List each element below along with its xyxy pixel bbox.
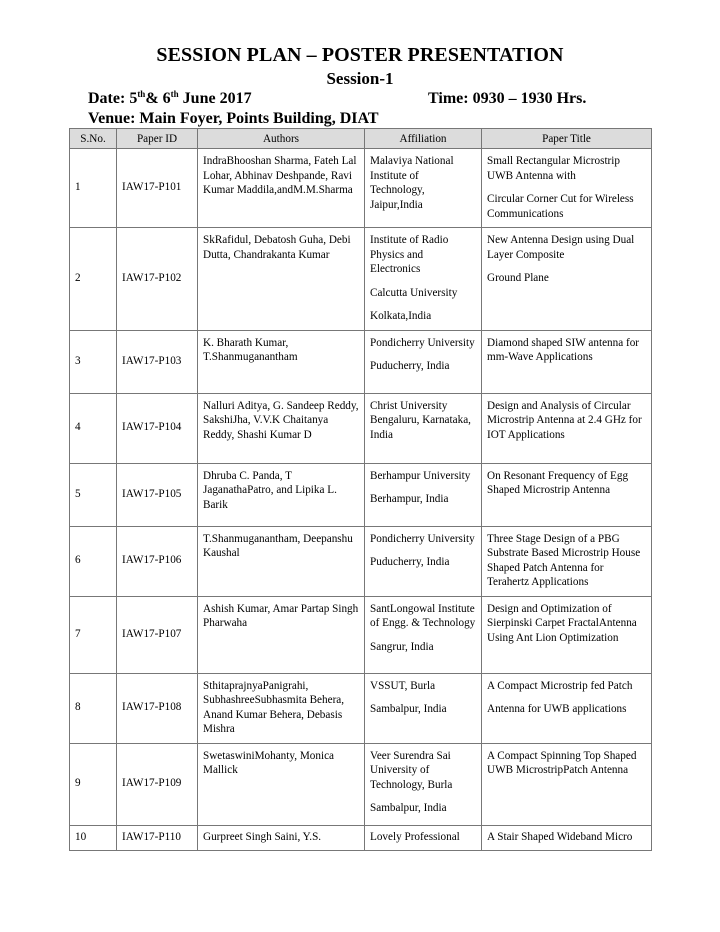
row-authors: Ashish Kumar, Amar Partap Singh Pharwaha — [198, 596, 365, 673]
title-line: Antenna for UWB applications — [487, 703, 627, 715]
row-paper-id: IAW17-P108 — [117, 673, 198, 743]
row-authors: SthitaprajnyaPanigrahi, SubhashreeSubhasmita Behera, Anand Kumar Behera, Debasis Mishra — [198, 673, 365, 743]
date-text: Date: 5 — [88, 90, 138, 107]
affiliation-line: Kolkata,India — [370, 310, 432, 322]
row-authors: K. Bharath Kumar, T.Shanmuganantham — [198, 330, 365, 393]
row-title — [482, 673, 652, 743]
table-row — [70, 743, 652, 825]
row-title: A Stair Shaped Wideband Micro — [482, 825, 652, 851]
table-row — [70, 596, 652, 673]
title-line: A Compact Microstrip fed Patch — [487, 679, 633, 692]
col-sno: S.No. — [70, 129, 117, 149]
row-sno: 10 — [70, 825, 117, 851]
row-title: Three Stage Design of a PBG Substrate Based Microstrip House Shaped Patch Antenna for Terahertz Applications — [482, 526, 652, 596]
title-line: Small Rectangular Microstrip UWB Antenna with — [487, 155, 620, 182]
session-heading: Session-1 — [326, 69, 394, 88]
table-row — [70, 825, 652, 851]
row-title — [482, 149, 652, 228]
row-authors: SwetaswiniMohanty, Monica Mallick — [198, 743, 365, 825]
affiliation-line: Berhampur University — [370, 469, 471, 482]
affiliation-line: Calcutta University — [370, 286, 458, 299]
table-row — [70, 149, 652, 228]
row-affiliation — [365, 743, 482, 825]
affiliation-line: Puducherry, India — [370, 360, 450, 372]
affiliation-line: VSSUT, Burla — [370, 679, 436, 692]
row-sno: 5 — [70, 463, 117, 526]
table-row — [70, 673, 652, 743]
row-paper-id: IAW17-P106 — [117, 526, 198, 596]
col-paper-title: Paper Title — [482, 129, 652, 149]
row-authors: T.Shanmuganantham, Deepanshu Kaushal — [198, 526, 365, 596]
affiliation-line: Institute of Radio Physics and Electronics — [370, 234, 449, 275]
col-authors: Authors — [198, 129, 365, 149]
row-affiliation — [365, 596, 482, 673]
row-paper-id: IAW17-P101 — [117, 149, 198, 228]
row-affiliation — [365, 673, 482, 743]
row-title — [482, 228, 652, 331]
row-paper-id: IAW17-P102 — [117, 228, 198, 331]
col-affiliation: Affiliation — [365, 129, 482, 149]
table-header-row — [70, 129, 652, 149]
row-affiliation — [365, 526, 482, 596]
row-authors: Nalluri Aditya, G. Sandeep Reddy, SakshiJha, V.V.K Chaitanya Reddy, Shashi Kumar D — [198, 393, 365, 463]
row-sno: 3 — [70, 330, 117, 393]
schedule-table — [69, 128, 652, 851]
table-row — [70, 526, 652, 596]
row-authors: SkRafidul, Debatosh Guha, Debi Dutta, Chandrakanta Kumar — [198, 228, 365, 331]
time-line: Time: 0930 – 1930 Hrs. — [428, 90, 587, 107]
row-sno: 8 — [70, 673, 117, 743]
venue-line: Venue: Main Foyer, Points Building, DIAT — [88, 110, 379, 127]
row-paper-id: IAW17-P103 — [117, 330, 198, 393]
row-sno: 7 — [70, 596, 117, 673]
row-title: Design and Optimization of Sierpinski Carpet FractalAntenna Using Ant Lion Optimization — [482, 596, 652, 673]
row-paper-id: IAW17-P110 — [117, 825, 198, 851]
title-line: Ground Plane — [487, 272, 549, 284]
row-paper-id: IAW17-P105 — [117, 463, 198, 526]
row-sno: 2 — [70, 228, 117, 331]
row-paper-id: IAW17-P104 — [117, 393, 198, 463]
affiliation-line: Pondicherry University — [370, 532, 475, 545]
date-mid: & 6 — [145, 90, 171, 107]
row-affiliation — [365, 149, 482, 228]
affiliation-line: Puducherry, India — [370, 556, 450, 568]
affiliation-line: Sangrur, India — [370, 640, 434, 653]
row-title: Design and Analysis of Circular Microstrip Antenna at 2.4 GHz for IOT Applications — [482, 393, 652, 463]
table-row — [70, 463, 652, 526]
row-affiliation: Christ University Bengaluru, Karnataka, India — [365, 393, 482, 463]
affiliation-line: Pondicherry University — [370, 336, 475, 349]
row-sno: 4 — [70, 393, 117, 463]
date-sup-2: th — [170, 89, 179, 99]
row-sno: 6 — [70, 526, 117, 596]
affiliation-line: Sambalpur, India — [370, 703, 447, 715]
row-affiliation — [365, 330, 482, 393]
row-sno: 1 — [70, 149, 117, 228]
table-row — [70, 330, 652, 393]
date-end: June 2017 — [178, 90, 252, 107]
row-paper-id: IAW17-P109 — [117, 743, 198, 825]
affiliation-line: Veer Surendra Sai University of Technology, Burla — [370, 749, 453, 791]
row-affiliation: Lovely Professional — [365, 825, 482, 851]
row-title: Diamond shaped SIW antenna for mm-Wave Applications — [482, 330, 652, 393]
date-sup-1: th — [137, 89, 146, 99]
row-paper-id: IAW17-P107 — [117, 596, 198, 673]
row-authors: Dhruba C. Panda, T JaganathaPatro, and Lipika L. Barik — [198, 463, 365, 526]
row-title: On Resonant Frequency of Egg Shaped Microstrip Antenna — [482, 463, 652, 526]
table-row — [70, 393, 652, 463]
date-line — [88, 90, 252, 108]
row-affiliation — [365, 228, 482, 331]
row-authors: Gurpreet Singh Saini, Y.S. — [198, 825, 365, 851]
title-line: New Antenna Design using Dual Layer Composite — [487, 234, 635, 261]
row-affiliation — [365, 463, 482, 526]
row-authors: IndraBhooshan Sharma, Fateh Lal Lohar, Abhinav Deshpande, Ravi Kumar Maddila,andM.M.Sharma — [198, 149, 365, 228]
row-title: A Compact Spinning Top Shaped UWB MicrostripPatch Antenna — [482, 743, 652, 825]
page-title: SESSION PLAN – POSTER PRESENTATION — [156, 44, 564, 66]
col-paper-id: Paper ID — [117, 129, 198, 149]
affiliation-line: Sambalpur, India — [370, 802, 447, 814]
affiliation-line: Malaviya National Institute of Technology, Jaipur,India — [370, 155, 454, 211]
title-line: Circular Corner Cut for Wireless Communications — [487, 193, 634, 220]
table-row — [70, 228, 652, 331]
affiliation-line: Berhampur, India — [370, 493, 449, 505]
affiliation-line: SantLongowal Institute of Engg. & Technology — [370, 602, 476, 629]
row-sno: 9 — [70, 743, 117, 825]
